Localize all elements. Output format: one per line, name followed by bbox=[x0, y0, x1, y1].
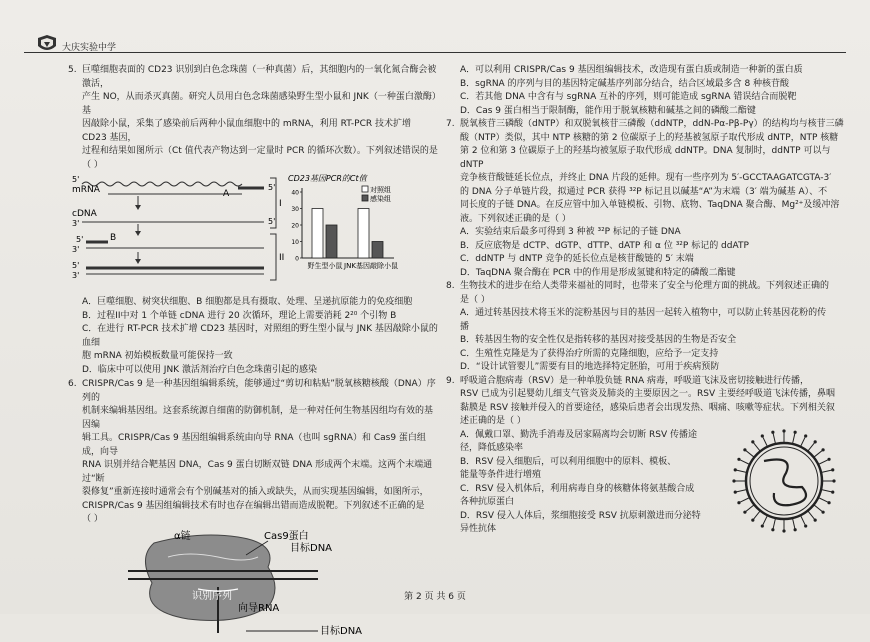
figure-area bbox=[68, 172, 438, 296]
cdna-label: cDNA bbox=[72, 209, 97, 219]
ct-value-chart bbox=[286, 172, 406, 290]
spike-protein bbox=[745, 504, 754, 511]
chart-bars bbox=[312, 209, 383, 259]
question-stem: 因敲除小鼠，采集了感染前后两种小鼠血细胞中的 mRNA，利用 RT-PCR 技术扩增 CD23 基因， bbox=[82, 119, 411, 143]
spike-head bbox=[737, 457, 740, 460]
chart-categories bbox=[308, 261, 398, 270]
spike-protein bbox=[753, 441, 760, 450]
spike-head bbox=[734, 468, 737, 471]
option-a: A．实验结束后最多可得到 3 种被 ³²P 标记的子链 DNA bbox=[460, 227, 681, 237]
option-d: D．临床中可以使用 JNK 激活剂治疗白色念珠菌引起的感染 bbox=[82, 364, 317, 375]
page-footer: 第 2 页 共 6 页 bbox=[404, 592, 466, 602]
spike-head bbox=[814, 440, 817, 443]
spike-protein bbox=[739, 497, 750, 502]
spike-head bbox=[771, 528, 774, 531]
question-9 bbox=[446, 375, 846, 537]
y-tick-label: 20 bbox=[291, 222, 299, 230]
question-stem: 辑工具。CRISPR/Cas 9 基因组编辑系统由向导 RNA（也叫 sgRNA）和 Cas9 蛋白组成，向导 bbox=[82, 433, 426, 457]
legend-swatch bbox=[362, 195, 368, 201]
category-label: JNK基因敲除小鼠 bbox=[344, 262, 398, 270]
spike-head bbox=[827, 457, 830, 460]
spike-head bbox=[794, 528, 797, 531]
question-stem: 的 DNA 分子单链片段，拟通过 PCR 获得 ³²P 标记且以碱基“A”为末端（3′ 端为碱基 A）、不 bbox=[460, 186, 828, 197]
chart-legend bbox=[362, 185, 391, 203]
question-5 bbox=[68, 64, 438, 172]
option-b: B．反应底物是 dCTP、dGTP、dTTP、dATP 和 α 位 ³²P 标记的 ddATP bbox=[460, 240, 749, 251]
bar bbox=[312, 209, 323, 259]
question-number: 8. bbox=[446, 281, 455, 291]
spike-protein bbox=[792, 432, 795, 444]
question-6 bbox=[68, 378, 438, 527]
spike-head bbox=[821, 510, 824, 513]
question-stem: 同长度的子链 DNA。在反应管中加入单链模板、引物、底物、TaqDNA 聚合酶、Mg²⁺及缓冲溶 bbox=[460, 200, 840, 210]
five-prime-label: 5' bbox=[268, 183, 276, 192]
question-stem: 生物技术的进步在给人类带来福祉的同时，也带来了安全与伦理方面的挑战。下列叙述正确的 bbox=[460, 281, 830, 291]
question-stem: 第 2 位和第 3 位碳原子上的羟基均被氢原子取代形成 ddNTP。DNA 复制时，ddNTP 可以与 dNTP bbox=[460, 146, 831, 170]
option-c: C．ddNTP 与 dNTP 竞争的延长位点是核苷酸链的 5′ 末端 bbox=[460, 254, 694, 264]
option-a: A．巨噬细胞、树突状细胞、B 细胞都是具有摄取、处理、呈递抗原能力的免疫细胞 bbox=[82, 297, 413, 307]
spike-protein bbox=[800, 515, 805, 526]
spike-head bbox=[771, 430, 774, 433]
left-column bbox=[68, 64, 438, 642]
five-prime-label: 5' bbox=[72, 261, 80, 270]
spike-protein bbox=[818, 497, 829, 502]
three-prime-label: 3' bbox=[72, 245, 80, 254]
option-c: C．生殖性克隆是为了获得治疗所需的克隆细胞，应给予一定支持 bbox=[460, 348, 719, 359]
spike-head bbox=[751, 440, 754, 443]
option-d: D．Cas 9 蛋白相当于限制酶，能作用于脱氧核糖和碱基之间的磷酸二酯键 bbox=[460, 105, 756, 116]
spike-head bbox=[831, 468, 834, 471]
question-stem: RNA 识别并结合靶基因 DNA，Cas 9 蛋白切断双链 DNA 形成两个末端。这两个末端通过“断 bbox=[82, 460, 433, 484]
spike-protein bbox=[821, 469, 833, 472]
spike-protein bbox=[753, 510, 760, 519]
option-d: D．“设计试管婴儿”需要有目的地选择特定胚胎，可用于疾病预防 bbox=[460, 362, 720, 372]
question-5-options bbox=[68, 296, 438, 377]
option-b: B．sgRNA 的序列与目的基因特定碱基序列部分结合，结合区域最多含 8 种核苷酸 bbox=[460, 78, 790, 89]
spike-head bbox=[737, 501, 740, 504]
five-prime-label: 5' bbox=[76, 235, 84, 244]
question-number: 5. bbox=[68, 65, 77, 75]
legend-label: 对照组 bbox=[370, 186, 391, 194]
question-7 bbox=[446, 118, 846, 280]
question-stem: 过程和结果如图所示（Ct 值代表产物达到一定量时 PCR 的循环次数）。下列叙述错误的是 bbox=[82, 146, 438, 156]
cas9-label: Cas9蛋白 bbox=[264, 530, 309, 542]
question-stem: 机制来编辑基因组。这套系统源自细菌的防御机制，是一种对任何生物基因组均有效的基因编 bbox=[82, 406, 434, 430]
viral-rna-genome bbox=[764, 459, 806, 505]
question-stem: 呼吸道合胞病毒（RSV）是一种单股负链 RNA 病毒，呼吸道飞沫及密切接触进行传播， bbox=[460, 375, 809, 386]
question-stem: 产生 NO，从而杀灭真菌。研究人员用白色念珠菌感染野生型小鼠和 JNK（一种蛋白激酶）基 bbox=[82, 92, 437, 116]
five-prime-label: 5' bbox=[268, 217, 276, 226]
question-stem: CRISPR/Cas 9 基因组编辑技术有时也存在编辑出错而造成脱靶。下列叙述不正确的是 bbox=[82, 500, 425, 511]
option-a: A．佩戴口罩、勤洗手消毒及居家隔离均会切断 RSV 传播途 bbox=[460, 429, 698, 440]
alpha-chain-label: α链 bbox=[174, 530, 191, 542]
spike-protein bbox=[818, 459, 829, 464]
spike-head bbox=[814, 518, 817, 521]
spike-head bbox=[831, 490, 834, 493]
spike-protein bbox=[762, 435, 767, 446]
spike-head bbox=[782, 429, 785, 432]
spike-head bbox=[751, 518, 754, 521]
three-prime-label: 3' bbox=[72, 219, 80, 228]
question-stem: 脱氧核苷三磷酸（dNTP）和双脱氧核苷三磷酸（ddNTP，ddN-Pα-Pβ-Pγ）的结构均与核苷三磷 bbox=[460, 119, 844, 129]
option-c: C．RSV 侵入机体后，利用病毒自身的核糖体将氨基酸合成 bbox=[460, 483, 695, 494]
school-name: 大庆实验中学 bbox=[62, 43, 117, 53]
question-stem: 述正确的是（ ） bbox=[460, 416, 526, 426]
spike-protein bbox=[773, 432, 776, 444]
category-label: 野生型小鼠 bbox=[307, 262, 343, 270]
spike-protein bbox=[745, 449, 754, 456]
spike-protein bbox=[808, 441, 815, 450]
question-stem: 裂修复”重新连接时通常会有个别碱基对的插入或缺失，从而实现基因编辑，如图所示， bbox=[82, 487, 429, 497]
option-a: A．可以利用 CRISPR/Cas 9 基因组编辑技术，改造现有蛋白质或制造一种新的蛋白质 bbox=[460, 65, 803, 75]
bar bbox=[326, 225, 337, 258]
spike-protein bbox=[814, 504, 823, 511]
spike-head bbox=[743, 448, 746, 451]
option-c-continued: 各种抗原蛋白 bbox=[460, 497, 515, 507]
spike-head bbox=[782, 529, 785, 532]
y-tick-label: 10 bbox=[291, 239, 299, 246]
question-number: 6. bbox=[68, 379, 77, 389]
school-logo bbox=[34, 34, 60, 54]
spike-head bbox=[761, 434, 764, 437]
question-stem: CRISPR/Cas 9 是一种基因组编辑系统，能够通过“剪切和粘贴”脱氧核糖核酸（DNA）序列的 bbox=[82, 379, 436, 403]
option-a: A．通过转基因技术将玉米的淀粉基因与目的基因一起转入植物中，可以防止转基因花粉的传 bbox=[460, 308, 827, 318]
option-d: D．TaqDNA 聚合酶在 PCR 中的作用是形成氢键和特定的磷酸二酯键 bbox=[460, 267, 736, 278]
question-stem: 液。下列叙述正确的是（ ） bbox=[460, 213, 571, 224]
cas9-diagram bbox=[68, 527, 428, 637]
page-header bbox=[24, 30, 846, 53]
option-c: C．若其他 DNA 中含有与 sgRNA 互补的序列，则可能造成 sgRNA 错误结合而脱靶 bbox=[460, 92, 797, 102]
spike-protein bbox=[739, 459, 750, 464]
answer-blank: （ ） bbox=[82, 514, 103, 524]
question-stem: 巨噬细胞表面的 CD23 识别到白色念珠菌（一种真菌）后，其细胞内的一氧化氮合酶会被激活， bbox=[82, 65, 437, 89]
spike-protein bbox=[762, 515, 767, 526]
spike-protein bbox=[773, 518, 776, 530]
y-tick-label: 0 bbox=[295, 255, 299, 263]
y-tick-label: 30 bbox=[291, 206, 299, 213]
primer-b-label: B bbox=[110, 233, 117, 243]
spike-protein bbox=[735, 489, 747, 492]
bar bbox=[372, 242, 383, 259]
option-a-continued: 径，降低感染率 bbox=[460, 443, 524, 453]
three-prime-label: 3' bbox=[72, 271, 80, 280]
question-number: 7. bbox=[446, 119, 455, 129]
chart-title: CD23基因PCR的Ct值 bbox=[288, 174, 367, 183]
options-text bbox=[460, 429, 710, 537]
legend-label: 感染组 bbox=[370, 195, 391, 203]
question-stem: 黏膜是 RSV 接触并侵入的首要途径，感染后患者会出现发热、咽痛、咳嗽等症状。下列相关叙 bbox=[460, 402, 835, 413]
spike-protein bbox=[814, 449, 823, 456]
spike-head bbox=[734, 490, 737, 493]
option-b: B．过程II中对 1 个单链 cDNA 进行 20 次循环，理论上需要消耗 2²⁰ 个引物 B bbox=[82, 310, 397, 321]
mrna-label: mRNA bbox=[72, 185, 100, 195]
right-column bbox=[446, 64, 846, 537]
question-8 bbox=[446, 280, 846, 375]
spike-head bbox=[821, 448, 824, 451]
question-number: 9. bbox=[446, 375, 455, 386]
spike-head bbox=[804, 434, 807, 437]
option-b: B．RSV 侵入细胞后，可以利用细胞中的原料、模板、 bbox=[460, 456, 677, 467]
legend-swatch bbox=[362, 186, 368, 192]
spike-head bbox=[732, 479, 735, 482]
question-stem: 是（ ） bbox=[460, 294, 490, 305]
guide-rna-label: 向导RNA bbox=[238, 602, 280, 614]
spike-protein bbox=[808, 510, 815, 519]
question-stem: RSV 已成为引起婴幼儿细支气管炎及肺炎的主要原因之一。RSV 主要经呼吸道飞沫传播，鼻咽 bbox=[460, 389, 835, 399]
option-a-continued: 播 bbox=[460, 321, 470, 332]
spike-head bbox=[832, 479, 835, 482]
spike-head bbox=[804, 524, 807, 527]
primer-a-label: A bbox=[223, 189, 230, 199]
spike-protein bbox=[792, 518, 795, 530]
spike-protein bbox=[821, 489, 833, 492]
y-tick-label: 40 bbox=[291, 189, 299, 197]
rsv-virus-illustration bbox=[724, 425, 848, 537]
option-d-continued: 异性抗体 bbox=[460, 524, 497, 534]
question-stem: 竞争核苷酸链延长位点，并终止 DNA 片段的延伸。现有一些序列为 5′-GCCTAAGATCGTA-3′ bbox=[460, 173, 832, 183]
target-dna-bottom-label: 目标DNA bbox=[320, 625, 363, 637]
spike-head bbox=[827, 501, 830, 504]
stage-1-label: I bbox=[279, 199, 282, 209]
option-d: D．RSV 侵入人体后，浆细胞接受 RSV 抗原刺激进而分泌特 bbox=[460, 510, 701, 521]
stage-2-label: II bbox=[279, 253, 285, 263]
target-dna-label: 目标DNA bbox=[290, 542, 333, 554]
option-b-continued: 能量等条件进行增殖 bbox=[460, 470, 542, 480]
spike-protein bbox=[800, 435, 805, 446]
spike-protein bbox=[735, 469, 747, 472]
spike-head bbox=[743, 510, 746, 513]
spike-head bbox=[794, 430, 797, 433]
bar bbox=[358, 209, 369, 259]
question-9-options bbox=[460, 429, 846, 537]
answer-blank: （ ） bbox=[82, 159, 103, 170]
spike-head bbox=[761, 524, 764, 527]
five-prime-label: 5' bbox=[72, 175, 80, 184]
option-c-continued: 胞 mRNA 初始模板数量可能保持一致 bbox=[82, 351, 233, 361]
question-6-options bbox=[446, 64, 846, 118]
question-stem: 酸（NTP）类似，其中 NTP 核糖的第 2 位碳原子上的羟基被氢原子取代形成 dNTP，NTP 核糖 bbox=[460, 132, 839, 143]
recognition-sequence-label: 识别序列 bbox=[192, 590, 232, 602]
option-c: C．在进行 RT-PCR 技术扩增 CD23 基因时，对照组的野生型小鼠与 JNK 基因敲除小鼠的血细 bbox=[82, 324, 438, 348]
option-b: B．转基因生物的安全性仅是指转移的基因对接受基因的生物是否安全 bbox=[460, 335, 737, 345]
